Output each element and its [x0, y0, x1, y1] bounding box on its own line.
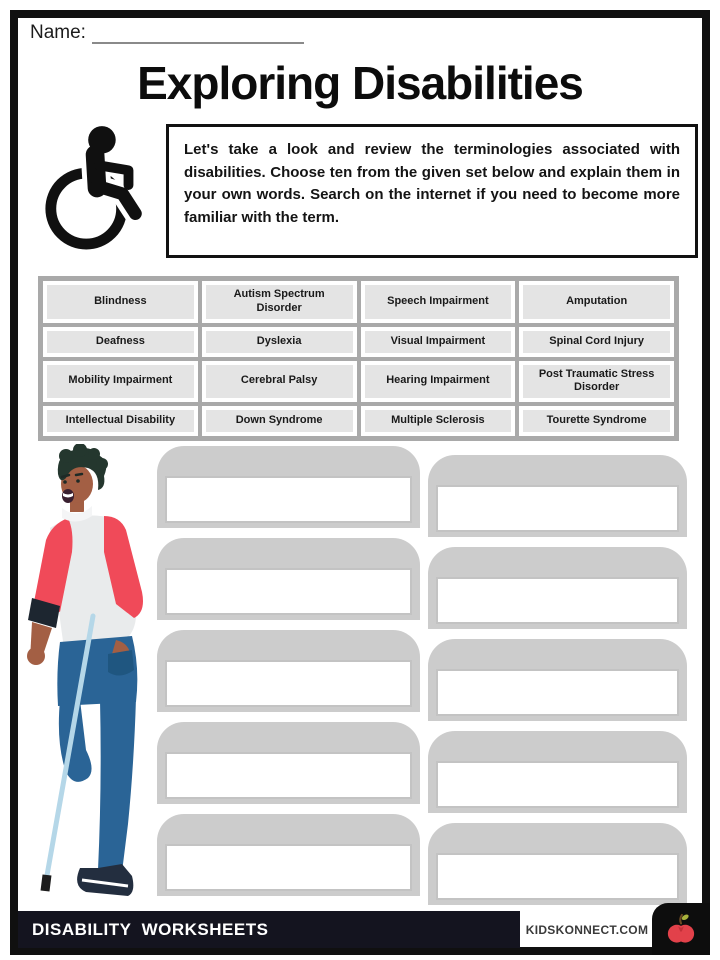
- answer-column-right: [428, 455, 687, 915]
- term-grid: [38, 276, 679, 441]
- term-chip: Dyslexia: [202, 327, 357, 357]
- answer-slot: [428, 547, 687, 629]
- apple-icon: [666, 912, 696, 946]
- term-chip: Post Traumatic Stress Disorder: [519, 361, 674, 403]
- answer-input-box[interactable]: [436, 853, 679, 900]
- answer-input-box[interactable]: [165, 476, 412, 523]
- term-chip: Tourette Syndrome: [519, 406, 674, 436]
- answer-slot: [157, 630, 420, 712]
- term-chip: Mobility Impairment: [43, 361, 198, 403]
- answer-slot: [428, 455, 687, 537]
- term-chip: Autism Spectrum Disorder: [202, 281, 357, 323]
- answer-column-left: [157, 446, 420, 906]
- instruction-box: [166, 124, 698, 258]
- answer-slot: [428, 823, 687, 905]
- answer-slot: [157, 722, 420, 804]
- answer-input-box[interactable]: [165, 660, 412, 707]
- answer-input-box[interactable]: [165, 752, 412, 799]
- answer-slot: [157, 538, 420, 620]
- name-row: [30, 22, 304, 44]
- term-chip: Blindness: [43, 281, 198, 323]
- footer-corner: [652, 903, 710, 955]
- footer-band-label: DISABILITY WORKSHEETS: [32, 919, 269, 939]
- term-chip: Intellectual Disability: [43, 406, 198, 436]
- answer-input-box[interactable]: [165, 844, 412, 891]
- term-chip: Amputation: [519, 281, 674, 323]
- person-with-crutch-illustration: [16, 444, 174, 906]
- term-chip: Down Syndrome: [202, 406, 357, 436]
- page-title: Exploring Disabilities: [137, 57, 583, 109]
- site-link[interactable]: KIDSKONNECT.COM: [525, 922, 649, 937]
- answer-slot: [428, 731, 687, 813]
- name-input-line[interactable]: [92, 22, 304, 44]
- term-chip: Speech Impairment: [361, 281, 516, 323]
- name-label: Name:: [30, 22, 86, 43]
- answer-input-box[interactable]: [436, 761, 679, 808]
- wheelchair-icon: [40, 124, 158, 254]
- answer-slot: [157, 446, 420, 528]
- answer-input-box[interactable]: [436, 669, 679, 716]
- answer-input-box[interactable]: [436, 577, 679, 624]
- answer-input-box[interactable]: [165, 568, 412, 615]
- term-chip: Multiple Sclerosis: [361, 406, 516, 436]
- term-chip: Spinal Cord Injury: [519, 327, 674, 357]
- instruction-text: Let's take a look and review the terminologies associated with disabilities. Choose ten from the given set below and explain them in your own words. Search on the internet if you need to become more familiar with the term.: [184, 141, 680, 226]
- answer-input-box[interactable]: [436, 485, 679, 532]
- footer-band: [18, 911, 520, 948]
- term-chip: Hearing Impairment: [361, 361, 516, 403]
- term-chip: Cerebral Palsy: [202, 361, 357, 403]
- term-chip: Deafness: [43, 327, 198, 357]
- term-chip: Visual Impairment: [361, 327, 516, 357]
- answer-slot: [428, 639, 687, 721]
- answer-slot: [157, 814, 420, 896]
